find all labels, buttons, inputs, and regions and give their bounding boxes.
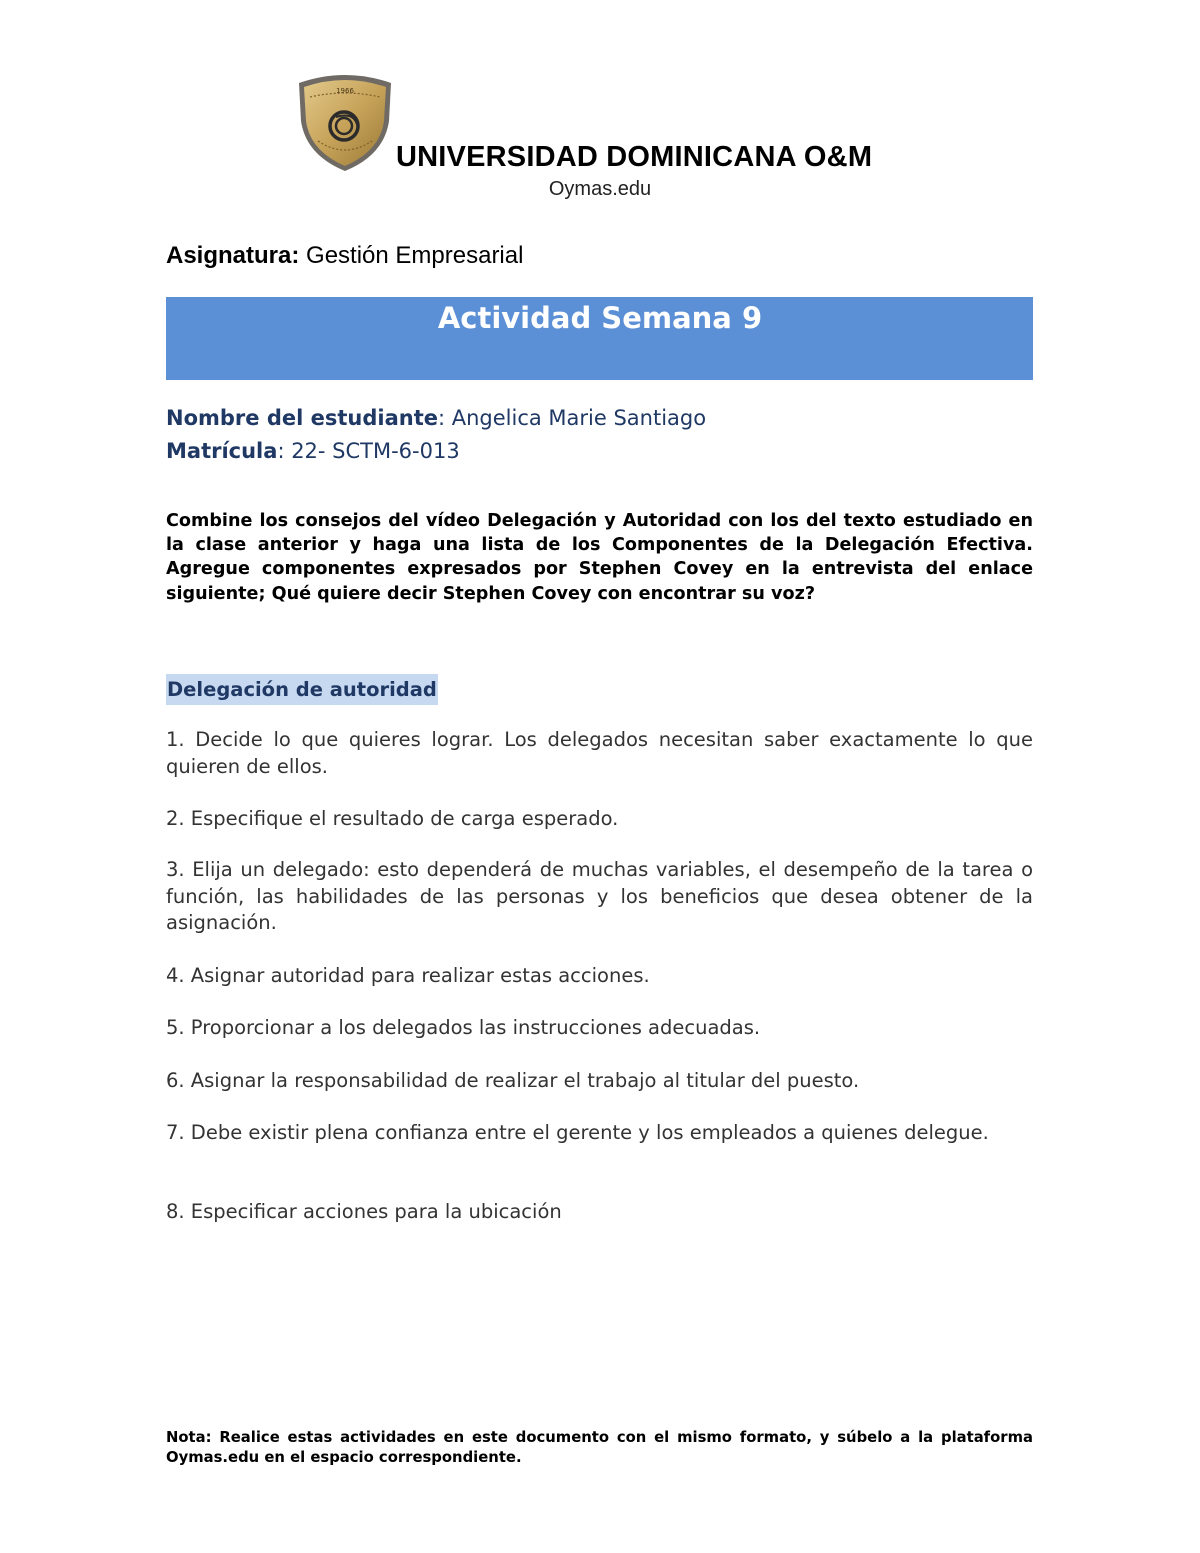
footer-note (166, 1428, 1033, 1467)
note-label: Nota: (166, 1429, 212, 1446)
list-item: 1. Decide lo que quieres lograr. Los delegados necesitan saber exactamente lo que quieren de ellos. (166, 728, 1033, 778)
student-name-value: : Angelica Marie Santiago (437, 406, 707, 430)
student-id-line (166, 439, 460, 463)
list-item: 2. Especifique el resultado de carga esperado. (166, 807, 619, 830)
list-item: 5. Proporcionar a los delegados las instrucciones adecuadas. (166, 1016, 761, 1039)
list-item: 8. Especificar acciones para la ubicación (166, 1200, 562, 1223)
university-crest-logo (296, 71, 394, 173)
student-name-line (166, 406, 706, 430)
student-id-value: : 22- SCTM-6-013 (277, 439, 460, 463)
student-name-label: Nombre del estudiante (166, 406, 438, 430)
list-item: 6. Asignar la responsabilidad de realizar el trabajo al titular del puesto. (166, 1069, 860, 1092)
student-id-label: Matrícula (166, 439, 278, 463)
list-item: 7. Debe existir plena confianza entre el gerente y los empleados a quienes delegue. (166, 1121, 989, 1144)
list-item: 4. Asignar autoridad para realizar estas acciones. (166, 964, 650, 987)
university-website: Oymas.edu (548, 178, 652, 200)
section-heading: Delegación de autoridad (166, 674, 438, 705)
activity-title: Actividad Semana 9 (437, 301, 763, 335)
subject-value: Gestión Empresarial (299, 242, 524, 269)
instructions-paragraph: Combine los consejos del vídeo Delegación y Autoridad con los del texto estudiado en la clase anterior y haga una lista de los Componentes de la Delegación Efectiva. Agregue componentes expresados por Stephen Covey en la entrevista del enlace siguiente; Qué quiere decir Stephen Covey con encontrar su voz? (166, 511, 1033, 604)
subject-label: Asignatura: (166, 242, 300, 269)
subject-line (166, 242, 523, 270)
note-text: Realice estas actividades en este documento con el mismo formato, y súbelo a la plataforma Oymas.edu en el espacio correspondiente. (166, 1429, 1033, 1466)
crest-year: 1966 (336, 87, 354, 95)
list-item: 3. Elija un delegado: esto dependerá de muchas variables, el desempeño de la tarea o función, las habilidades de las personas y los beneficios que desea obtener de la asignación. (166, 858, 1033, 934)
university-name: UNIVERSIDAD DOMINICANA O&M (396, 141, 873, 173)
